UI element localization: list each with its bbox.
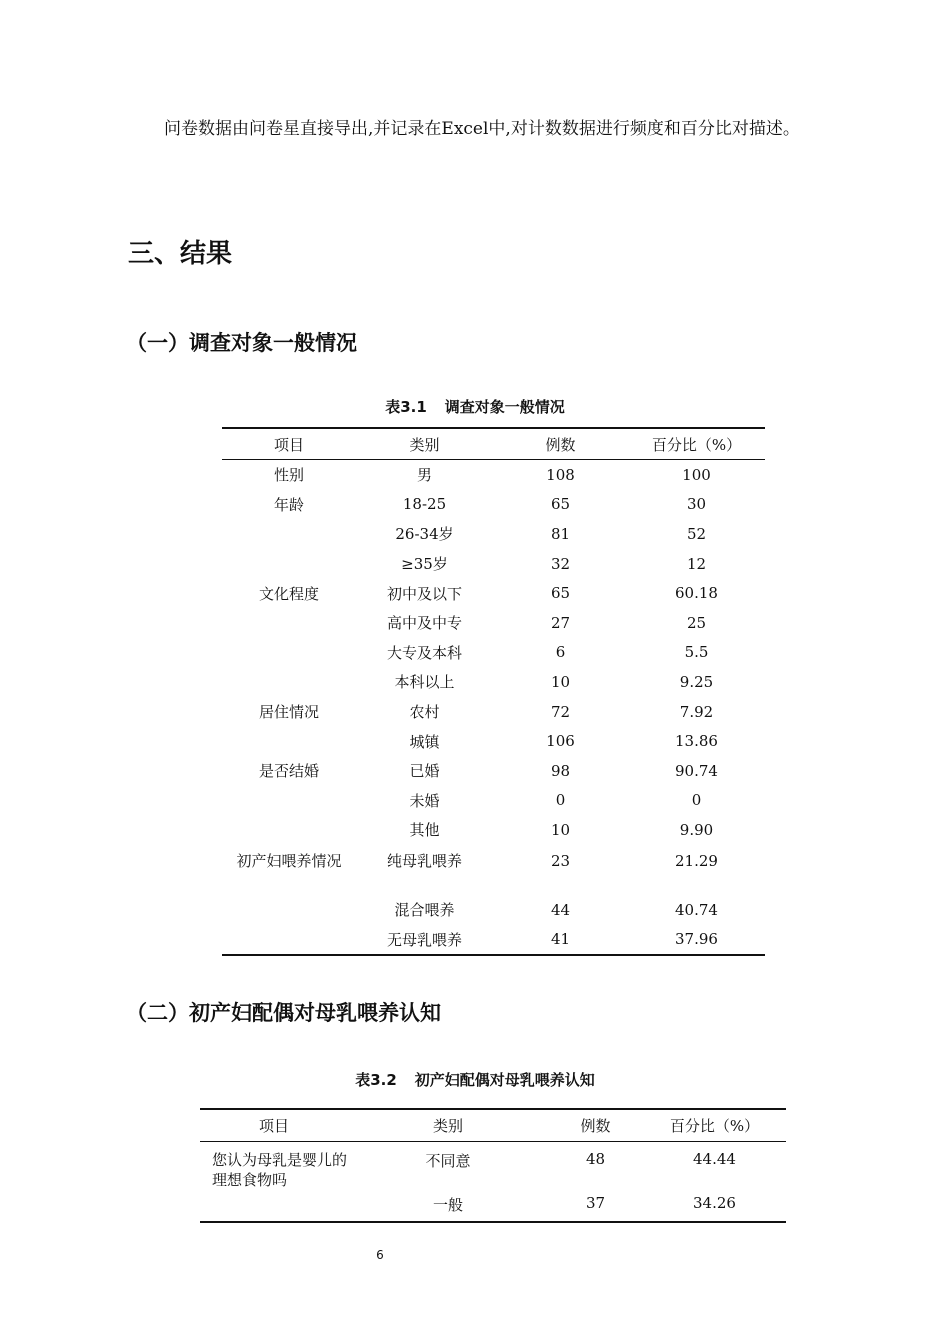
table-cell: 34.26 (693, 1193, 736, 1212)
table-row (222, 756, 765, 786)
table-cell: 文化程度 (258, 584, 319, 603)
column-header: 例数 (493, 428, 628, 460)
table-row (222, 608, 765, 638)
table-cell: 27 (550, 613, 571, 632)
table-cell: 52 (686, 524, 707, 543)
table-cell: 30 (686, 495, 707, 514)
table-cell: 大专及本科 (386, 643, 462, 662)
table-cell (200, 1194, 348, 1222)
table-cell: 40.74 (675, 900, 718, 919)
table-cell (222, 726, 356, 756)
general-info-table (222, 427, 765, 956)
table-header-row (222, 428, 765, 460)
table-cell (222, 895, 356, 925)
table-cell: 未婚 (409, 791, 440, 810)
table-cell: 一般 (432, 1195, 463, 1214)
table-cell: 10 (550, 672, 571, 691)
table1-caption-title: 调查对象一般情况 (444, 398, 565, 416)
table-cell: 81 (550, 524, 571, 543)
column-header: 类别 (348, 1109, 548, 1142)
table-row (222, 815, 765, 845)
table-cell: 90.74 (675, 761, 718, 780)
table-row (222, 924, 765, 955)
column-header: 百分比（%） (643, 1109, 786, 1142)
table-row (222, 460, 765, 490)
table-cell: 48 (585, 1150, 606, 1168)
table-cell: 年龄 (273, 495, 304, 514)
table-row (222, 845, 765, 895)
table-row (222, 519, 765, 549)
table-cell: 初中及以下 (386, 584, 462, 603)
column-header: 项目 (200, 1109, 348, 1142)
table-cell: 已婚 (409, 762, 440, 781)
table-cell: 不同意 (425, 1152, 471, 1170)
table-row (200, 1142, 786, 1194)
table-cell: 高中及中专 (386, 614, 462, 633)
table-cell: 37 (585, 1193, 606, 1212)
table-row (222, 697, 765, 727)
table-cell: 100 (682, 465, 711, 484)
table-cell: 18-25 (402, 495, 447, 514)
table-cell: 无母乳喂养 (386, 930, 462, 949)
table-cell: 23 (550, 851, 571, 870)
table1-caption (0, 396, 950, 417)
table-cell (222, 667, 356, 697)
table-row (200, 1194, 786, 1222)
table-cell: 5.5 (684, 643, 709, 662)
table-cell: 9.90 (679, 820, 714, 839)
table-cell: 25 (686, 613, 707, 632)
table-cell: 41 (550, 930, 571, 949)
table-row (222, 549, 765, 579)
table-cell: 108 (546, 465, 575, 484)
table2-caption-number: 表3.2 (355, 1071, 397, 1089)
table-cell: 性别 (273, 466, 304, 485)
table-cell: 其他 (409, 821, 440, 840)
table-cell (222, 638, 356, 668)
section-title: 三、结果 (128, 239, 233, 269)
table-cell: 居住情况 (258, 703, 319, 722)
table-cell: ≥35岁 (401, 555, 448, 574)
table-cell: 37.96 (675, 930, 718, 949)
table-cell: 您认为母乳是婴儿的理想食物吗 (212, 1151, 348, 1189)
table-cell: 10 (550, 820, 571, 839)
page-number: 6 (376, 1248, 384, 1262)
table-cell: 13.86 (675, 732, 718, 751)
table-cell: 44 (550, 900, 571, 919)
table-cell: 12 (686, 554, 707, 573)
table-cell (222, 608, 356, 638)
subsection-title-1: （一）调查对象一般情况 (126, 331, 357, 355)
table-cell (222, 786, 356, 816)
table-cell (222, 924, 356, 955)
column-header: 类别 (356, 428, 493, 460)
intro-paragraph: 问卷数据由问卷星直接导出,并记录在Excel中,对计数数据进行频度和百分比对描述。 (164, 119, 800, 139)
table-cell: 0 (555, 791, 566, 810)
table-cell: 城镇 (409, 732, 440, 751)
table-row (222, 490, 765, 520)
table-cell: 98 (550, 761, 571, 780)
awareness-table (200, 1108, 786, 1223)
table-cell: 6 (555, 643, 566, 662)
subsection-title-2: （二）初产妇配偶对母乳喂养认知 (126, 1001, 441, 1025)
column-header: 项目 (222, 428, 356, 460)
table-row (222, 667, 765, 697)
table-cell: 9.25 (679, 672, 714, 691)
table-cell: 纯母乳喂养 (386, 851, 462, 870)
table-row (222, 726, 765, 756)
table-cell: 65 (550, 584, 571, 603)
table-cell: 106 (546, 732, 575, 751)
table1-caption-number: 表3.1 (385, 398, 427, 416)
table-cell: 男 (416, 466, 432, 485)
table-cell: 0 (691, 791, 702, 810)
table-cell (222, 519, 356, 549)
table2-caption (0, 1069, 950, 1090)
table-cell: 7.92 (679, 702, 714, 721)
table2-caption-title: 初产妇配偶对母乳喂养认知 (414, 1071, 595, 1089)
table-cell: 是否结婚 (258, 762, 319, 781)
column-header: 百分比（%） (628, 428, 765, 460)
table-cell: 65 (550, 495, 571, 514)
table-row (222, 895, 765, 925)
table-row (222, 578, 765, 608)
table-cell: 60.18 (675, 584, 718, 603)
table-cell: 26-34岁 (395, 525, 454, 544)
table-cell (222, 549, 356, 579)
table-cell: 初产妇喂养情况 (236, 851, 342, 870)
table-header-row (200, 1109, 786, 1142)
table-cell: 混合喂养 (394, 901, 455, 920)
table-row (222, 638, 765, 668)
table-cell: 本科以上 (394, 673, 455, 692)
table-cell: 21.29 (675, 851, 718, 870)
table-cell: 72 (550, 702, 571, 721)
table-row (222, 786, 765, 816)
table-cell: 32 (550, 554, 571, 573)
column-header: 例数 (548, 1109, 643, 1142)
table-cell: 44.44 (693, 1150, 736, 1168)
table-cell (222, 815, 356, 845)
table-cell: 农村 (409, 703, 440, 722)
